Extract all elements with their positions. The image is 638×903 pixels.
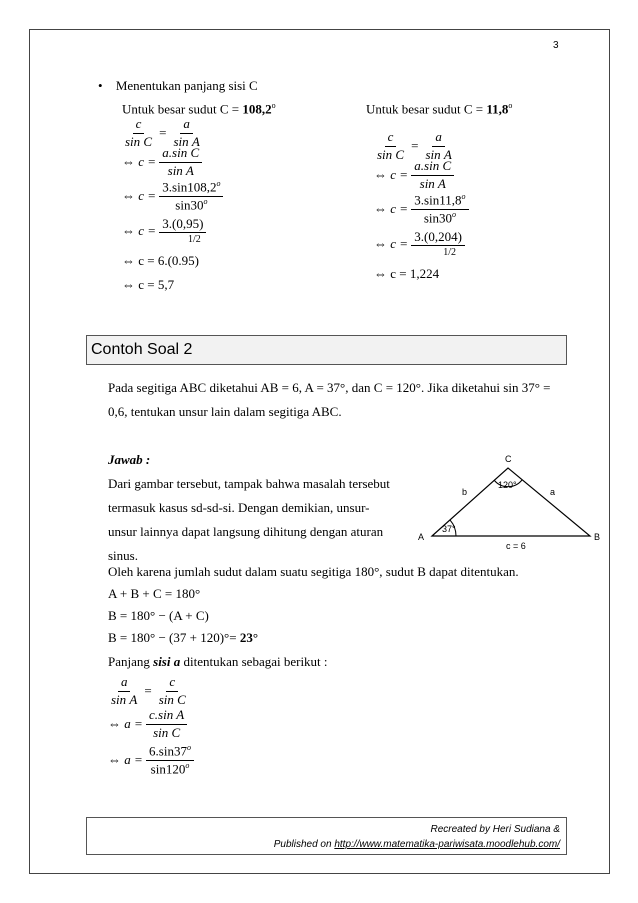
right-step-4: ⇔ c = $\frac{3.(0,204)}{1/2}$	[374, 226, 469, 262]
triangle-diagram	[410, 450, 606, 556]
side-b-label: b	[462, 487, 468, 497]
right-step-5: ⇔ c = 1,224	[374, 266, 440, 281]
left-step-4: ⇔ c = $\frac{3.(0,95)}{1/2}$	[122, 213, 223, 249]
left-step-1: $\frac{c}{\text{sin C}}$ = $\frac{a}{\text{sin A}}$	[125, 116, 200, 149]
equation-1: A + B + C = 180°	[108, 586, 201, 601]
problem-line-1: Pada segitiga ABC diketahui AB = 6, A = 37°, dan C = 120°. Jika diketahui sin 37° =	[108, 380, 551, 395]
right-heading: Untuk besar sudut $C = 11,8^o$	[366, 101, 513, 117]
page-number: 3	[553, 40, 559, 51]
bottom-derivation	[108, 676, 194, 778]
angle-a-label: 37°	[442, 524, 456, 534]
side-c-label: c = 6	[506, 541, 526, 551]
vertex-a-label: A	[418, 532, 425, 542]
bottom-step-3: ⇔ a = $\frac{6.\sin 37^o}{\sin 120^o}$	[108, 742, 194, 778]
left-step-3: ⇔ c = $\frac{3.\sin 108,2^o}{\sin 30^o}$	[122, 179, 223, 213]
equation-2: B = 180° − (A + C)	[108, 608, 209, 623]
footer-published: Published on http://www.matematika-pariwisata.moodlehub.com/	[273, 839, 560, 850]
bottom-step-2: ⇔ a = $\frac{\text{c.sin A}}{\text{sin C}}$	[108, 706, 194, 742]
left-step-2: ⇔ c = $\frac{\text{a.sin C}}{\text{sin A}}$	[122, 145, 223, 179]
answer-line-4: sinus.	[108, 548, 138, 563]
vertex-c-label: C	[505, 454, 512, 464]
answer-line-1: Dari gambar tersebut, tampak bahwa masalah tersebut	[108, 476, 390, 491]
section-header	[86, 335, 567, 365]
right-derivation	[374, 129, 469, 286]
equation-3: B = 180° − (37 + 120)°= 23°	[108, 630, 259, 645]
triangle-shape	[432, 468, 590, 536]
section-title: Contoh Soal 2	[91, 341, 193, 358]
answer-line-3: unsur lainnya dapat langsung dihitung dengan aturan	[108, 524, 384, 539]
footer-box	[86, 817, 567, 855]
vertex-b-label: B	[594, 532, 601, 542]
left-step-5: ⇔ c = 6.(0.95)	[122, 253, 200, 268]
right-step-2: ⇔ c = $\frac{\text{a.sin C}}{\text{sin A}}$	[374, 158, 469, 192]
sum-angles-text: Oleh karena jumlah sudut dalam suatu segitiga 180°, sudut B dapat ditentukan.	[108, 564, 519, 579]
left-heading: Untuk besar sudut $C = 108,2^o$	[122, 101, 276, 117]
side-a-label: a	[550, 487, 556, 497]
footer-link[interactable]: http://www.matematika-pariwisata.moodlehub.com/	[334, 839, 560, 850]
answer-line-2: termasuk kasus sd-sd-si. Dengan demikian, unsur-	[108, 500, 370, 515]
right-step-1: $\frac{c}{\text{sin C}}$ = $\frac{a}{\text{sin A}}$	[377, 129, 452, 162]
left-derivation	[122, 116, 223, 297]
footer-credit: Recreated by Heri Sudiana &	[430, 824, 560, 835]
bullet-item	[98, 78, 258, 94]
right-step-3: ⇔ c = $\frac{3.\sin 11,8^o}{\sin 30^o}$	[374, 192, 469, 226]
problem-line-2: 0,6, tentukan unsur lain dalam segitiga ABC.	[108, 404, 342, 419]
left-step-6: ⇔ c = 5,7	[122, 277, 175, 292]
bullet-text: Menentukan panjang sisi C	[115, 78, 258, 93]
bullet-icon: •	[98, 78, 103, 93]
bottom-step-1: $\frac{a}{\text{sin A}}$ = $\frac{c}{\text{sin C}}$	[111, 674, 186, 707]
angle-c-label: 120°	[498, 480, 517, 490]
panjang-line: Panjang sisi a ditentukan sebagai berikut :	[108, 654, 328, 669]
answer-label: Jawab :	[108, 452, 151, 467]
